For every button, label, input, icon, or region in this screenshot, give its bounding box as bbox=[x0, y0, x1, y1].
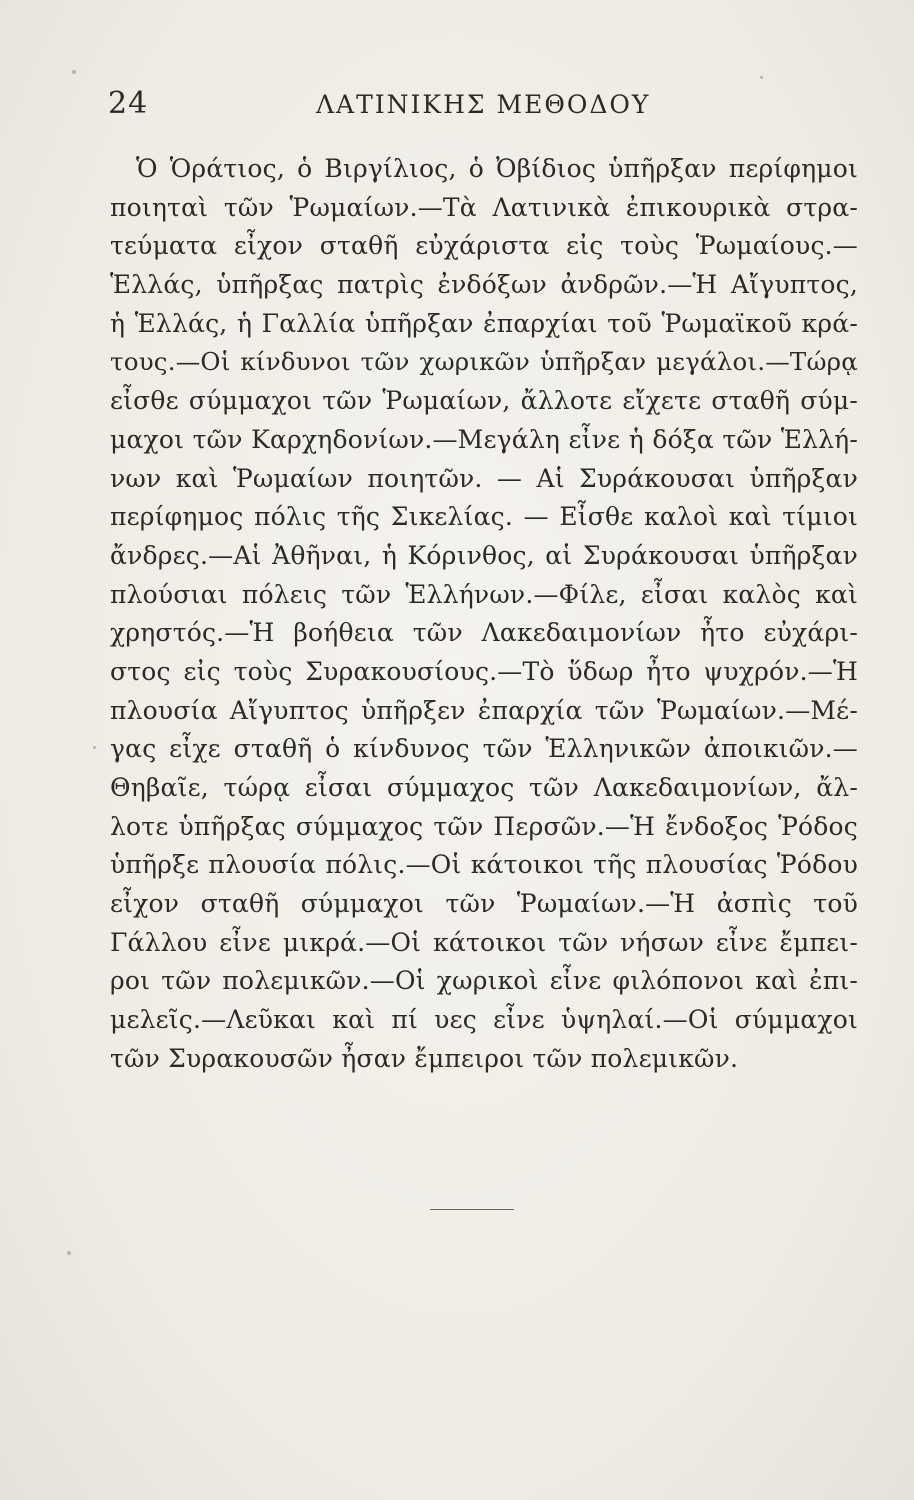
page-number: 24 bbox=[108, 86, 149, 121]
text-line: Ἑλλάς, ὑπῆρξας πατρὶς ἐνδόξων ἀνδρῶν.—Ἡ Αἴγυπτος, bbox=[110, 270, 858, 300]
page-header bbox=[108, 86, 868, 126]
text-line: τῶν Συρακουσῶν ἦσαν ἔμπειροι τῶν πολεμικῶν. bbox=[110, 1043, 739, 1073]
text-line: ἄνδρες.—Αἱ Ἀθῆναι, ἡ Κόρινθος, αἱ Συράκουσαι ὑπῆρξαν bbox=[110, 540, 858, 570]
text-line: ὑπῆρξε πλουσία πόλις.—Οἱ κάτοικοι τῆς πλουσίας Ῥόδου bbox=[110, 850, 858, 880]
paper-speck bbox=[93, 746, 96, 749]
text-line: εἶσθε σύμμαχοι τῶν Ῥωμαίων, ἄλλοτε εἴχετε σταθῆ σύμ- bbox=[110, 386, 858, 416]
text-line: πλούσιαι πόλεις τῶν Ἑλλήνων.—Φίλε, εἶσαι καλὸς καὶ bbox=[110, 579, 858, 609]
paper-speck bbox=[67, 1251, 71, 1255]
text-line: γας εἶχε σταθῆ ὁ κίνδυνος τῶν Ἑλληνικῶν ἀποικιῶν.— bbox=[110, 734, 858, 764]
text-line: στος εἰς τοὺς Συρακουσίους.—Τὸ ὕδωρ ἦτο ψυχρόν.—Ἡ bbox=[110, 656, 858, 686]
text-line: νων καὶ Ῥωμαίων ποιητῶν. — Αἱ Συράκουσαι ὑπῆρξαν bbox=[110, 463, 858, 493]
text-line: τους.—Οἱ κίνδυνοι τῶν χωρικῶν ὑπῆρξαν μεγάλοι.—Τώρᾳ bbox=[110, 347, 858, 377]
text-line: λοτε ὑπῆρξας σύμμαχος τῶν Περσῶν.—Ἡ ἔνδοξος Ῥόδος bbox=[110, 811, 858, 841]
text-line: μελεῖς.—Λεῦκαι καὶ πί υες εἶνε ὑψηλαί.—Οἱ σύμμαχοι bbox=[110, 1005, 858, 1035]
text-line: μαχοι τῶν Καρχηδονίων.—Μεγάλη εἶνε ἡ δόξα τῶν Ἑλλή- bbox=[110, 424, 858, 454]
running-head: ΛΑΤΙΝΙΚΗΣ ΜΕΘΟΔΟΥ bbox=[316, 90, 651, 119]
text-line: τεύματα εἶχον σταθῆ εὐχάριστα εἰς τοὺς Ῥωμαίους.— bbox=[110, 231, 858, 261]
text-line: Ὁ Ὁράτιος, ὁ Βιργίλιος, ὁ Ὀβίδιος ὑπῆρξαν περίφημοι bbox=[136, 154, 858, 183]
text-line: Θηβαῖε, τώρᾳ εἶσαι σύμμαχος τῶν Λακεδαιμονίων, ἄλ- bbox=[110, 773, 858, 802]
text-line: περίφημος πόλις τῆς Σικελίας. — Εἶσθε καλοὶ καὶ τίμιοι bbox=[110, 502, 858, 532]
body-text bbox=[110, 150, 858, 1079]
text-line: εἶχον σταθῆ σύμμαχοι τῶν Ῥωμαίων.—Ἡ ἀσπὶς τοῦ bbox=[110, 889, 858, 919]
paper-speck bbox=[760, 76, 763, 79]
text-line: ροι τῶν πολεμικῶν.—Οἱ χωρικοὶ εἶνε φιλόπονοι καὶ ἐπι- bbox=[110, 966, 858, 996]
text-line: ποιηταὶ τῶν Ῥωμαίων.—Τὰ Λατινικὰ ἐπικουρικὰ στρα- bbox=[110, 192, 858, 222]
text-line: χρηστός.—Ἡ βοήθεια τῶν Λακεδαιμονίων ἦτο εὐχάρι- bbox=[110, 618, 858, 648]
section-rule bbox=[430, 1209, 514, 1210]
text-line: ἡ Ἑλλάς, ἡ Γαλλία ὑπῆρξαν ἐπαρχίαι τοῦ Ῥωμαϊκοῦ κρά- bbox=[110, 308, 858, 338]
text-line: Γάλλου εἶνε μικρά.—Οἱ κάτοικοι τῶν νήσων εἶνε ἔμπει- bbox=[110, 927, 858, 957]
text-line: πλουσία Αἴγυπτος ὑπῆρξεν ἐπαρχία τῶν Ῥωμαίων.—Μέ- bbox=[110, 695, 858, 725]
paper-speck bbox=[72, 70, 76, 74]
